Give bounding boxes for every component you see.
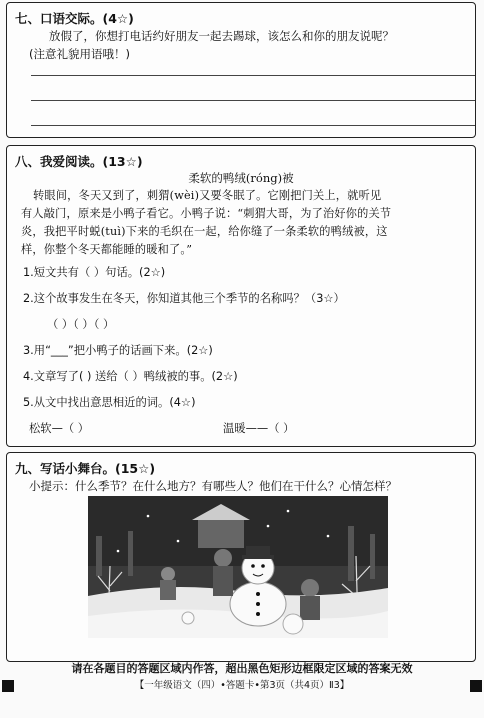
footer-notice: 请在各题目的答题区域内作答，超出黑色矩形边框限定区域的答案无效 [71, 662, 413, 675]
question-text: 放假了，你想打电话约好朋友一起去踢球，该怎么和你的朋友说呢？ [49, 29, 394, 43]
question-note: (注意礼貌用语哦！) [29, 47, 130, 61]
story-line: 炎，我把平时蜕(tuì)下来的毛织在一起，给你缝了一条柔软的鸭绒被，这 [21, 225, 388, 238]
writing-hint: 小提示：什么季节？在什么地方？有哪些人？他们在干什么？心情怎样？ [29, 479, 397, 493]
question-2-blanks[interactable]: （ ）（ ）（ ） [47, 318, 115, 331]
question-5: 5.从文中找出意思相近的词。(4☆) [23, 396, 196, 409]
question-5-pair-2[interactable]: 温暖——（ ） [223, 422, 295, 435]
question-3: 3.用“___”把小鸭子的话画下来。(2☆) [23, 344, 213, 357]
story-title: 柔软的鸭绒(róng)被 [188, 171, 294, 185]
answer-line[interactable] [31, 75, 475, 76]
answer-line[interactable] [31, 125, 475, 126]
question-4: 4.文章写了( ) 送给（ ）鸭绒被的事。(2☆) [23, 370, 238, 383]
section-title: 九、写话小舞台。(15☆) [15, 461, 156, 476]
story-line: 有人敲门，原来是小鸭子看它。小鸭子说：“刺猬大哥，为了治好你的关节 [21, 207, 392, 220]
section-oral-communication [6, 2, 476, 138]
answer-line[interactable] [31, 100, 475, 101]
winter-snowman-illustration [88, 496, 388, 638]
question-5-pair-1[interactable]: 松软—（ ） [29, 422, 90, 435]
question-2: 2.这个故事发生在冬天，你知道其他三个季节的名称吗？（3☆） [23, 292, 345, 305]
story-line: 转眼间，冬天又到了，刺猬(wèi)又要冬眠了。它刚把门关上，就听见 [33, 189, 382, 202]
section-title: 八、我爱阅读。(13☆) [15, 154, 143, 169]
story-line: 样，你整个冬天都能睡的暖和了。” [21, 243, 193, 256]
section-reading [6, 145, 476, 447]
question-1: 1.短文共有（ ）句话。(2☆) [23, 266, 166, 279]
page-footer: 【一年级语文（四）•答题卡•第3页（共4页）Ⅱ3】 [134, 680, 350, 691]
section-title: 七、口语交际。(4☆) [15, 11, 134, 26]
